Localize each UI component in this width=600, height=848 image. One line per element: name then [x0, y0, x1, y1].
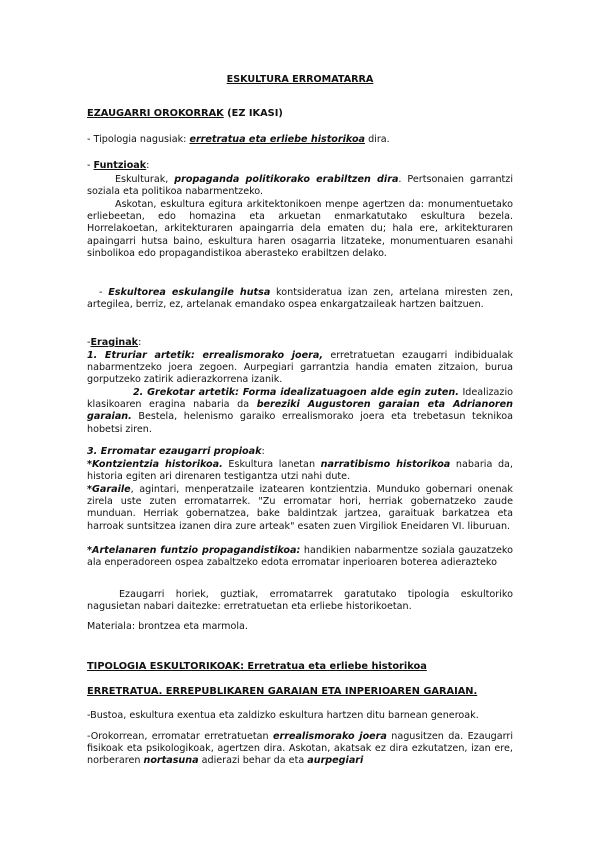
eraginak-label: Eraginak	[90, 337, 139, 348]
erretratua-p2-mid2: adierazi behar da eta	[198, 755, 308, 767]
erretratua-p2-emph: errealismorako joera	[272, 731, 387, 742]
tipologia-section-heading	[87, 661, 513, 673]
features-heading-rest: (EZ IKASI)	[223, 108, 283, 119]
propioak-artelana	[87, 545, 513, 569]
tipologia-emph: erretratua eta erliebe historikoa	[189, 134, 366, 145]
eraginak-i2-emph: 2. Grekotar artetik: Forma idealizatuagoen alde egin zuten.	[133, 387, 459, 398]
tipologia-suffix: dira.	[365, 134, 390, 145]
funtzioak-p1-post: . Pertsonaien garrantzi soziala eta politikoa nabarmentzeko.	[87, 174, 513, 198]
propioak-g-emph: *Garaile	[87, 484, 131, 495]
erretratua-p2-mid: nagusitzen da. Ezaugarri fisikoak eta psikologikoak, agertzen dira. Askotan, akatsak ez dira ezkutatzen, izan ere, norberaren	[87, 731, 514, 767]
funtzioak-label: Funtzioak	[93, 160, 147, 171]
materiala-line: Materiala: brontzea eta marmola.	[87, 621, 248, 632]
propioak-heading	[87, 446, 513, 458]
tipologia-line	[87, 134, 513, 146]
propioak-kontzientzia	[87, 459, 513, 483]
propioak-k-rest: nabaria da, historia egiten ari direnaren testigantza utzi nahi dute.	[87, 459, 513, 483]
propioak-k-emph: *Kontzientzia historikoa.	[87, 459, 223, 470]
erretratua-paragraph-1: -Bustoa, eskultura exentua eta zaldizko eskultura hartzen ditu barnean generoak.	[87, 710, 479, 721]
propioak-k-emph2: narratibismo historikoa	[320, 459, 451, 470]
eraginak-item-1	[87, 350, 513, 387]
propioak-garaile	[87, 484, 513, 533]
eskultorea-dash: -	[99, 287, 109, 298]
erretratua-paragraph-2	[87, 731, 513, 768]
eraginak-i2-emph2: bereziki Augustoren garaian eta Adrianoren garaian.	[87, 399, 514, 423]
page-title: ESKULTURA ERROMATARRA	[226, 74, 374, 85]
eraginak-item-2	[87, 387, 513, 436]
erretratua-p2-emph2: nortasuna	[143, 755, 199, 767]
tipologia-section-underlined: TIPOLOGIA ESKULTORIKOAK	[87, 661, 241, 672]
eraginak-heading	[87, 337, 513, 349]
funtzioak-p1-pre: Eskulturak,	[115, 174, 175, 185]
features-heading	[87, 108, 513, 120]
funtzioak-paragraph-2	[87, 199, 513, 260]
propioak-a-rest: handikien nabarmentze soziala gauzatzeko ala enperadoreen ospea zabaltzeko edota erromatar inperioaren boterea adierazteko	[87, 545, 513, 569]
propioak-heading-text: 3. Erromatar ezaugarri propioak	[87, 446, 262, 457]
eraginak-colon: :	[138, 337, 142, 348]
summary-text: Ezaugarri horiek, guztiak, erromatarrek garatutako tipologia eskultoriko nagusietan nabari daitezke: erretratuetan eta erliebe historikoetan.	[87, 589, 513, 613]
eraginak-i1-rest: erretratuetan ezaugarri indibidualak nabarmentzeko joera zegoen. Aurpegiari garrantzia handia ematen zitzaion, burua gorputzeko zatirik adierazkorrena izanik.	[87, 350, 514, 386]
eraginak-i2-rest: Bestela, helenismo garaiko errealismorako joera eta trebetasun teknikoa hobetsi ziren.	[87, 411, 513, 435]
erretratua-heading	[87, 686, 513, 698]
propioak-k-mid: Eskultura lanetan	[222, 459, 321, 470]
eraginak-i1-emph: 1. Etruriar artetik: errealismorako joera,	[87, 350, 323, 361]
erretratua-p2-emph3: aurpegiari	[307, 755, 364, 767]
funtzioak-p1-emph: propaganda politikorako erabiltzen dira	[174, 174, 399, 185]
eraginak-dash: -	[87, 337, 91, 348]
funtzioak-dash: -	[87, 160, 94, 171]
erretratua-heading-text: ERRETRATUA. ERREPUBLIKAREN GARAIAN ETA INPERIOAREN GARAIAN.	[87, 686, 478, 697]
propioak-heading-colon: :	[261, 446, 265, 457]
erretratua-p2-pre: -Orokorrean, erromatar erretratuetan	[87, 731, 273, 742]
eskultorea-emph: Eskultorea eskulangile hutsa	[108, 287, 271, 298]
tipologia-prefix: - Tipologia nagusiak:	[87, 134, 190, 145]
features-heading-underlined: EZAUGARRI OROKORRAK	[87, 108, 224, 119]
tipologia-section-rest: : Erretratua eta erliebe historikoa	[240, 661, 427, 672]
summary-paragraph	[87, 589, 513, 613]
eskultorea-rest: kontsideratua izan zen, artelana miresten zen, artegilea, berriz, ez, artelanak emandako ospea enkargatzaileak hartzen baitzuen.	[87, 287, 514, 311]
propioak-a-emph: *Artelanaren funtzio propagandistikoa:	[87, 545, 301, 556]
funtzioak-colon: :	[146, 160, 150, 171]
eskultorea-paragraph	[87, 287, 513, 311]
eraginak-i2-mid: Idealizazio klasikoaren eragina nabaria da	[87, 387, 513, 411]
propioak-g-rest: , agintari, menperatzaile izatearen kontzientzia. Munduko gobernari onenak zirela uste zuten erromatarrek. "Zu erromatar hori, herriak gobernatzeko zaude munduan. Herriak gobernatzea, bake baldintzak jartzea, garaituak barkatzea eta harroak suntsitzea izanen dira zure arteak" esaten zuen Virgiliok Eneidaren VI. liburuan.	[87, 484, 513, 532]
funtzioak-p2: Askotan, eskultura egitura arkitektonikoen menpe agertzen da: monumentuetako erliebeetan, edo homazina eta arkuetan enmarkatutako eskultura bezela. Horrelakoetan, arkitekturaren apaingarria dela ematen du; hala ere, arkitekturaren apaingarri hutsa baino, eskultura haren osagarria litzateke, monumentuaren esanahi sinbolikoa edo propagandistikoa aberasteko erabiltzen delako.	[87, 199, 513, 259]
funtzioak-paragraph-1	[87, 174, 513, 198]
funtzioak-heading	[87, 160, 513, 172]
